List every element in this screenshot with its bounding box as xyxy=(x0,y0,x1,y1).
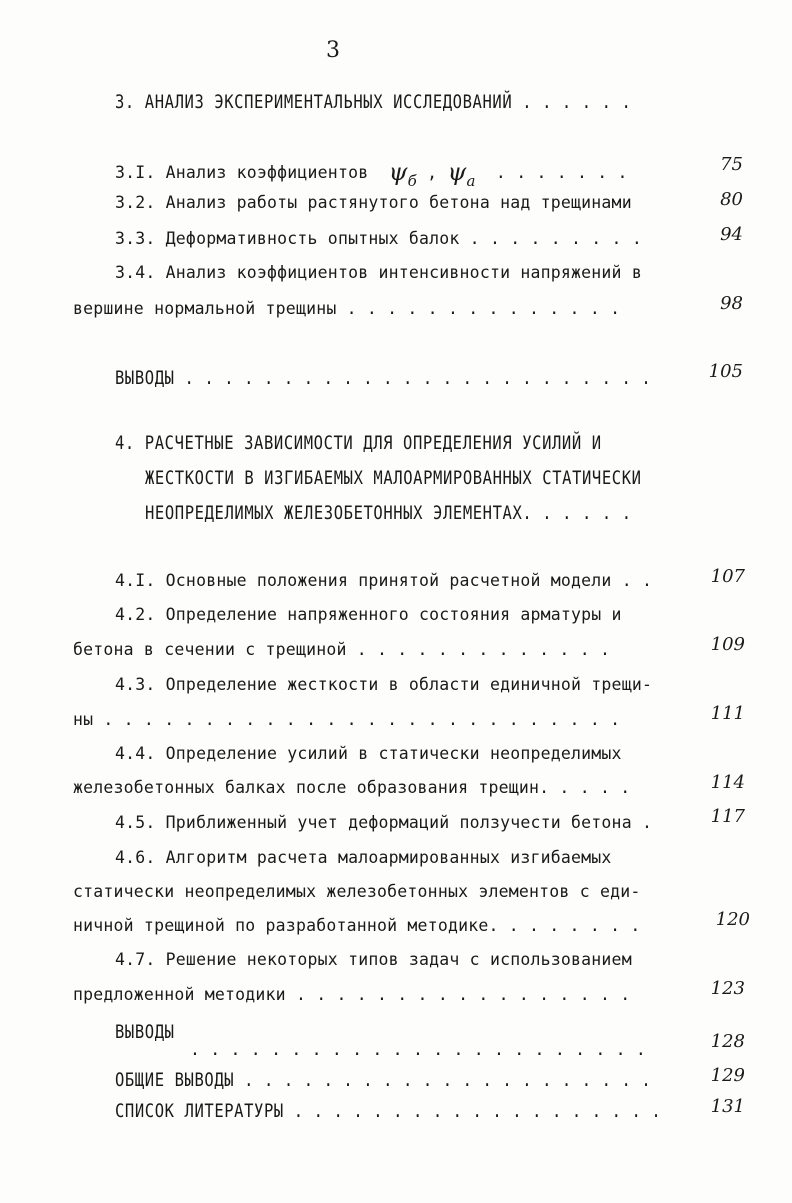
toc-entry-3-1-dots: . . . . . . . xyxy=(495,163,628,182)
toc-page-4-3: 111 xyxy=(710,703,745,724)
references: СПИСОК ЛИТЕРАТУРЫ . . . . . . . . . . . . . . . . . . . xyxy=(115,1100,662,1122)
toc-page-4-conclusions: 128 xyxy=(710,1031,745,1052)
toc-page-4-6: 120 xyxy=(715,909,750,930)
toc-entry-4-4-line1: 4.4. Определение усилий в статически неопределимых xyxy=(115,744,622,763)
toc-entry-3-4-line2: вершине нормальной трещины . . . . . . . . . . . . . . xyxy=(73,299,621,318)
toc-page-3-conclusions: 105 xyxy=(708,361,743,382)
chapter-3-heading: 3. АНАЛИЗ ЭКСПЕРИМЕНТАЛЬНЫХ ИССЛЕДОВАНИЙ . . . . . . xyxy=(115,91,632,113)
toc-page-3-4: 98 xyxy=(720,293,743,314)
symbol-separator: , xyxy=(427,163,438,182)
toc-entry-4-2-line2: бетона в сечении с трещиной . . . . . . . . . . . . . xyxy=(73,640,611,659)
toc-page-4-5: 117 xyxy=(710,806,745,827)
toc-page-4-4: 114 xyxy=(710,772,745,793)
toc-page-4-2: 109 xyxy=(710,634,745,655)
toc-entry-4-1: 4.I. Основные положения принятой расчетной модели . . xyxy=(115,571,653,590)
toc-page-3-2: 80 xyxy=(720,189,743,210)
general-conclusions: ОБЩИЕ ВЫВОДЫ . . . . . . . . . . . . . . . . . . . . . xyxy=(115,1069,652,1091)
toc-entry-4-3-line1: 4.3. Определение жесткости в области единичной трещи- xyxy=(115,675,653,694)
toc-page-3-3: 94 xyxy=(720,224,743,245)
chapter-4-conclusions: ВЫВОДЫ xyxy=(115,1021,175,1043)
toc-entry-3-4-line1: 3.4. Анализ коэффициентов интенсивности напряжений в xyxy=(115,263,642,282)
toc-page-4-1: 107 xyxy=(710,566,745,587)
chapter-4-heading-line1: 4. РАСЧЕТНЫЕ ЗАВИСИМОСТИ ДЛЯ ОПРЕДЕЛЕНИЯ УСИЛИЙ И xyxy=(115,432,602,454)
chapter-4-heading-line3: НЕОПРЕДЕЛИМЫХ ЖЕЛЕЗОБЕТОННЫХ ЭЛЕМЕНТАХ. . . . . . xyxy=(145,502,632,524)
toc-entry-4-7-line2: предложенной методики . . . . . . . . . . . . . . . . . xyxy=(73,985,631,1004)
toc-entry-3-2: 3.2. Анализ работы растянутого бетона над трещинами xyxy=(115,193,632,212)
toc-page-3-1: 75 xyxy=(720,154,743,175)
chapter-3-conclusions: ВЫВОДЫ . . . . . . . . . . . . . . . . . . . . . . . . xyxy=(115,367,652,389)
psi-a-symbol: $\psi_a$ xyxy=(447,158,476,190)
chapter-4-heading-line2: ЖЕСТКОСТИ В ИЗГИБАЕМЫХ МАЛОАРМИРОВАННЫХ СТАТИЧЕСКИ xyxy=(145,467,642,489)
toc-page-4-7: 123 xyxy=(710,978,745,999)
toc-entry-4-6-line3: ничной трещиной по разработанной методике. . . . . . . . xyxy=(73,916,641,935)
chapter-4-conclusions-dots: . . . . . . . . . . . . . . . . . . . . . . . xyxy=(190,1040,647,1059)
toc-entry-4-2-line1: 4.2. Определение напряженного состояния арматуры и xyxy=(115,605,622,624)
toc-entry-4-6-line2: статически неопределимых железобетонных элементов с еди- xyxy=(73,882,641,901)
toc-entry-3-1-label: 3.I. Анализ коэффициентов xyxy=(115,163,369,182)
toc-entry-4-5: 4.5. Приближенный учет деформаций ползучести бетона . xyxy=(115,813,653,832)
toc-entry-4-3-line2: ны . . . . . . . . . . . . . . . . . . . . . . . . . . xyxy=(73,710,621,729)
toc-entry-4-4-line2: железобетонных балках после образования трещин. . . . . xyxy=(73,778,631,797)
toc-page-references: 131 xyxy=(710,1096,745,1117)
toc-entry-4-7-line1: 4.7. Решение некоторых типов задач с использованием xyxy=(115,950,632,969)
toc-entry-3-1 xyxy=(115,160,628,189)
psi-b-symbol: $\psi_б$ xyxy=(388,158,418,190)
page-number: 3 xyxy=(326,38,340,63)
toc-entry-3-3: 3.3. Деформативность опытных балок . . . . . . . . . xyxy=(115,229,642,248)
toc-page-general-conclusions: 129 xyxy=(710,1065,745,1086)
toc-entry-4-6-line1: 4.6. Алгоритм расчета малоармированных изгибаемых xyxy=(115,848,612,867)
